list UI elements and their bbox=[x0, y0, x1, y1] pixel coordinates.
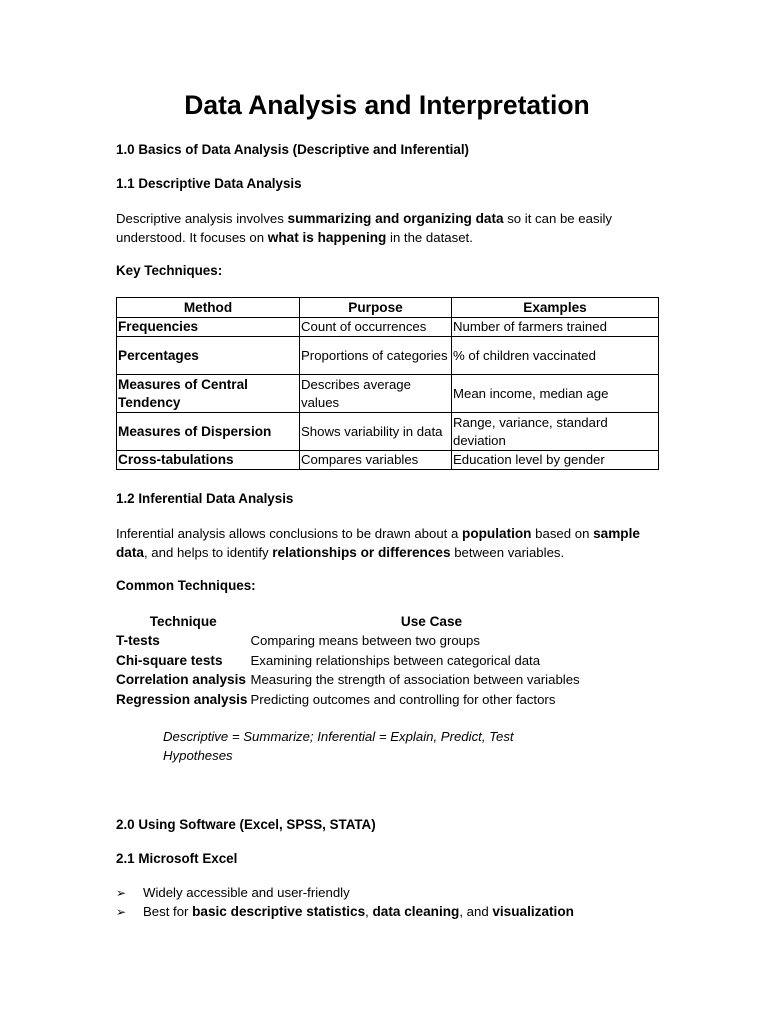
arrow-bullet-icon: ➢ bbox=[116, 886, 127, 900]
table-row bbox=[117, 413, 659, 451]
column-header: Technique bbox=[149, 613, 217, 629]
bold-run: what is happening bbox=[267, 230, 387, 245]
section-2-heading: 2.0 Using Software (Excel, SPSS, STATA) bbox=[116, 817, 376, 832]
list-item bbox=[116, 884, 574, 903]
inferential-paragraph bbox=[116, 524, 646, 562]
bold-run: sample data bbox=[116, 526, 640, 560]
table-header-row bbox=[117, 298, 659, 318]
list-item bbox=[116, 903, 574, 922]
table-cell: Regression analysis bbox=[116, 692, 248, 708]
text-run: , and helps to identify bbox=[143, 545, 273, 560]
arrow-bullet-icon: ➢ bbox=[116, 904, 127, 919]
bold-run: relationships or differences bbox=[272, 545, 451, 560]
section-1-1-heading: 1.1 Descriptive Data Analysis bbox=[116, 176, 302, 191]
table-cell: Describes average values bbox=[300, 375, 452, 413]
section-1-2-heading: 1.2 Inferential Data Analysis bbox=[116, 491, 294, 506]
bold-run: basic descriptive statistics bbox=[192, 903, 366, 919]
techniques-table bbox=[116, 611, 612, 709]
summary-note: Descriptive = Summarize; Inferential = Explain, Predict, Test Hypotheses bbox=[163, 729, 514, 763]
table-cell: Number of farmers trained bbox=[452, 318, 659, 337]
text-run: , bbox=[365, 903, 373, 919]
table-row bbox=[117, 337, 659, 375]
table-cell: Shows variability in data bbox=[300, 413, 452, 451]
table-cell: Range, variance, standard deviation bbox=[452, 413, 659, 451]
excel-bullet-list bbox=[116, 884, 574, 921]
table-row bbox=[116, 651, 612, 671]
bold-run: data cleaning bbox=[372, 903, 460, 919]
table-cell: Comparing means between two groups bbox=[250, 633, 480, 649]
text-run: in the dataset. bbox=[386, 230, 473, 245]
text-run: , and bbox=[459, 903, 493, 919]
section-2-1-heading: 2.1 Microsoft Excel bbox=[116, 851, 238, 866]
bold-run: visualization bbox=[492, 903, 574, 919]
table-cell: Education level by gender bbox=[452, 451, 659, 470]
methods-table bbox=[116, 297, 659, 470]
document-title: Data Analysis and Interpretation bbox=[184, 90, 590, 120]
table-cell: % of children vaccinated bbox=[452, 337, 659, 375]
table-cell: Cross-tabulations bbox=[117, 451, 300, 470]
table-cell: Correlation analysis bbox=[116, 672, 246, 688]
table-row bbox=[117, 451, 659, 470]
table-cell: Frequencies bbox=[117, 318, 300, 337]
bullet-text: Widely accessible and user-friendly bbox=[143, 885, 350, 900]
table-cell: Proportions of categories bbox=[300, 337, 452, 375]
column-header: Examples bbox=[452, 298, 659, 318]
table-row bbox=[116, 631, 612, 651]
table-cell: Measures of Central Tendency bbox=[117, 375, 300, 413]
bold-run: summarizing and organizing data bbox=[287, 211, 504, 226]
text-run: so it can be easily understood. It focuses on bbox=[116, 211, 613, 245]
column-header: Method bbox=[117, 298, 300, 318]
table-cell: Measures of Dispersion bbox=[117, 413, 300, 451]
table-cell: Count of occurrences bbox=[300, 318, 452, 337]
table-cell: Measuring the strength of association between variables bbox=[250, 672, 580, 688]
table-cell: Predicting outcomes and controlling for other factors bbox=[250, 692, 556, 708]
table-row bbox=[116, 670, 612, 690]
text-run: between variables. bbox=[450, 545, 565, 560]
table-row bbox=[117, 375, 659, 413]
table-row bbox=[117, 318, 659, 337]
table-cell: Compares variables bbox=[300, 451, 452, 470]
table-cell: Examining relationships between categorical data bbox=[250, 652, 541, 668]
text-run: Descriptive analysis involves bbox=[116, 211, 288, 226]
column-header: Purpose bbox=[300, 298, 452, 318]
descriptive-paragraph bbox=[116, 209, 646, 247]
text-run: Inferential analysis allows conclusions to be drawn about a bbox=[116, 526, 463, 541]
column-header: Use Case bbox=[400, 613, 463, 629]
common-techniques-label: Common Techniques: bbox=[116, 578, 256, 593]
table-cell: T-tests bbox=[116, 633, 160, 649]
section-1-heading: 1.0 Basics of Data Analysis (Descriptive and Inferential) bbox=[116, 142, 469, 157]
bold-run: population bbox=[462, 526, 532, 541]
text-run: Best for bbox=[143, 903, 193, 919]
table-cell: Chi-square tests bbox=[116, 652, 223, 668]
table-row bbox=[116, 690, 612, 710]
text-run: based on bbox=[531, 526, 594, 541]
table-cell: Percentages bbox=[117, 337, 300, 375]
table-cell: Mean income, median age bbox=[452, 375, 659, 413]
table-header-row bbox=[116, 611, 612, 631]
key-techniques-label: Key Techniques: bbox=[116, 263, 223, 278]
